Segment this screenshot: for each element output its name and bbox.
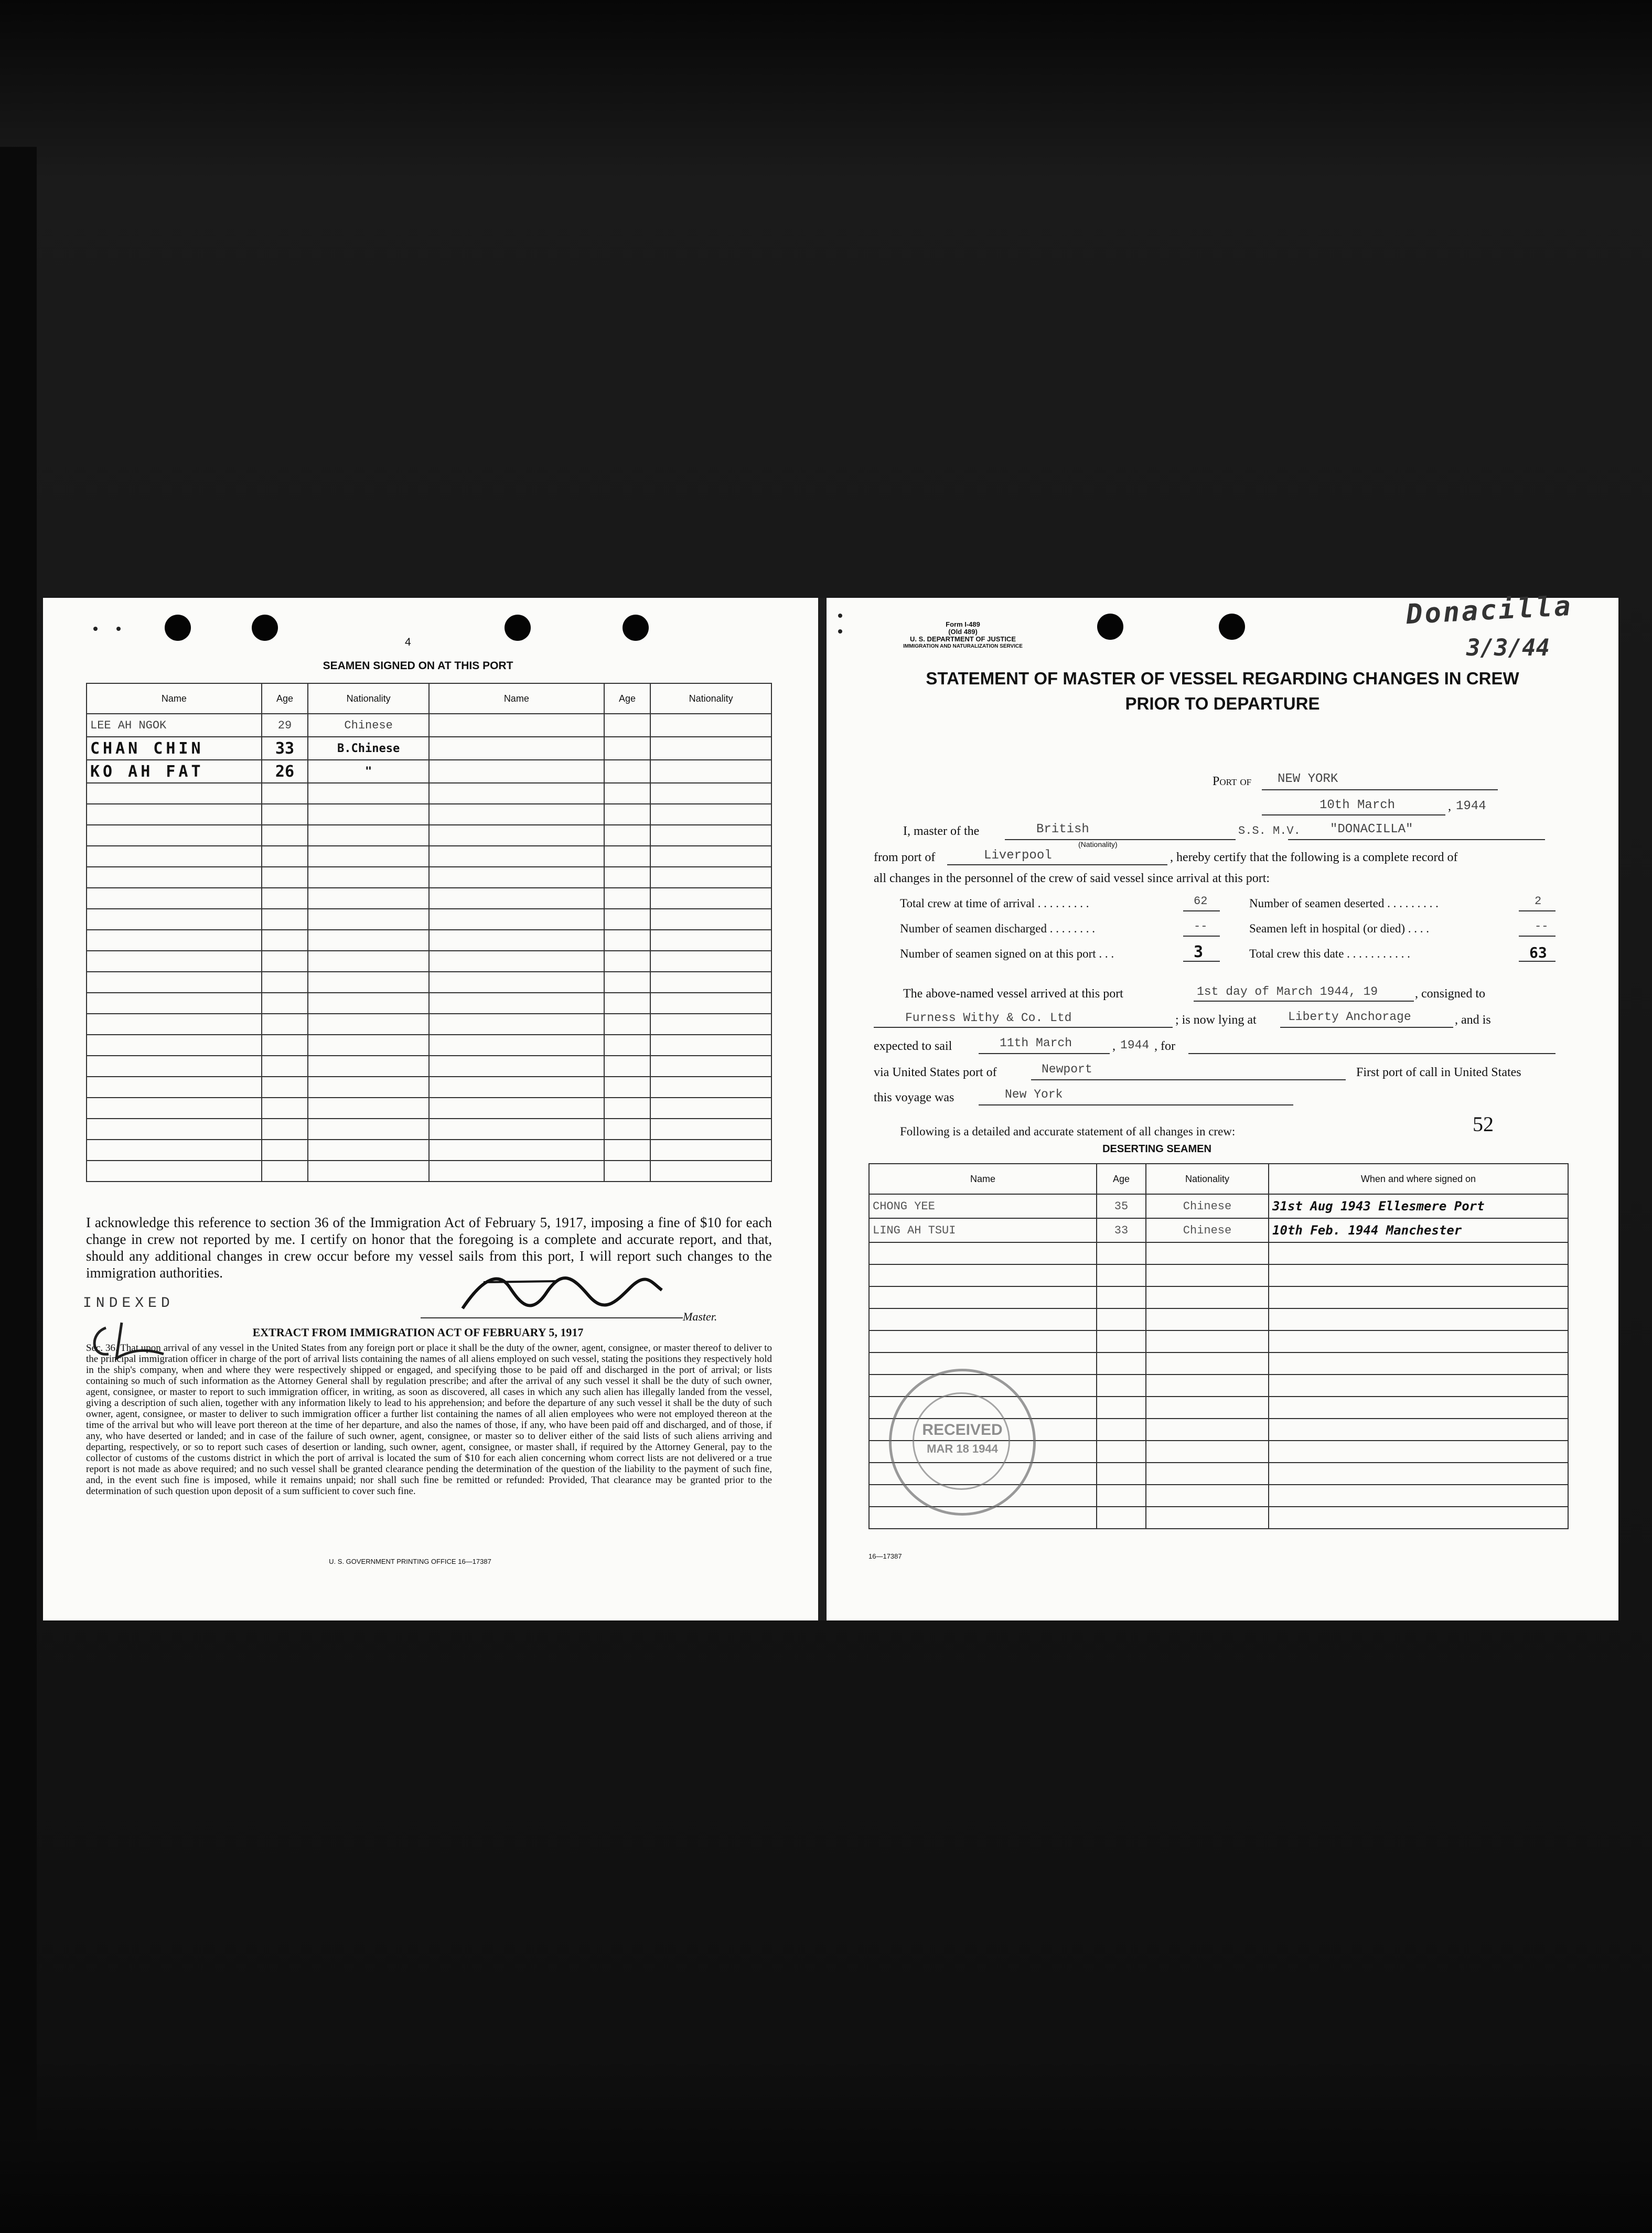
- via-value: Newport: [1042, 1062, 1092, 1076]
- via-label: via United States port of: [874, 1066, 997, 1079]
- punch-hole: [165, 615, 191, 641]
- vessel-type: S.S. M.V.: [1238, 824, 1301, 838]
- for-label: , for: [1154, 1039, 1175, 1053]
- arrived-value: 1st day of March 1944, 19: [1197, 985, 1378, 999]
- col-header-name: Name: [869, 1164, 1097, 1194]
- col-header-age: Age: [604, 683, 651, 714]
- nationality-caption: (Nationality): [1078, 840, 1118, 849]
- received-stamp-date: MAR 18 1944: [927, 1442, 998, 1455]
- deserter-signed-on: 10th Feb. 1944 Manchester: [1269, 1218, 1568, 1242]
- punch-hole: [505, 615, 531, 641]
- and-is-text: , and is: [1455, 1013, 1491, 1027]
- date-value: 10th March: [1320, 798, 1396, 812]
- form-number: Form I-489: [946, 620, 980, 628]
- col-header-age: Age: [262, 683, 308, 714]
- total-arrival-label: Total crew at time of arrival . . . . . . . . .: [900, 897, 1089, 910]
- consigned-label: , consigned to: [1415, 987, 1485, 1001]
- handwritten-date: 3/3/44: [1466, 635, 1550, 661]
- section-title: SEAMEN SIGNED ON AT THIS PORT: [323, 660, 513, 672]
- table-row: [869, 1194, 1568, 1218]
- discharged-value: --: [1194, 920, 1208, 933]
- acknowledgement-text: I acknowledge this reference to section 36 of the Immigration Act of February 5, 1917, imposing a fine of $10 for each change in crew not reported by me. I certify on honor that the foregoing is a complete and accurate report, and that, should any additional changes in crew occur before my vessel sails from this port, I will report such changes to the immigration authorities.: [86, 1215, 772, 1281]
- voyage-value: New York: [1005, 1088, 1063, 1101]
- sail-year: 1944: [1120, 1038, 1150, 1052]
- from-port-label: from port of: [874, 851, 936, 864]
- deserted-label: Number of seamen deserted . . . . . . . . .: [1249, 897, 1439, 910]
- col-header-nationality: Nationality: [650, 683, 771, 714]
- discharged-label: Number of seamen discharged . . . . . . . .: [900, 922, 1095, 935]
- form-footer: 16—17387: [868, 1552, 902, 1560]
- crew-age: 26: [262, 760, 308, 783]
- certify-text: , hereby certify that the following is a complete record of: [1170, 851, 1458, 864]
- received-stamp-label: RECEIVED: [922, 1421, 1003, 1438]
- handwritten-vessel-note: Donacilla: [1405, 590, 1574, 631]
- deserting-title: DESERTING SEAMEN: [1102, 1143, 1211, 1155]
- total-date-value: 63: [1529, 944, 1547, 961]
- master-label: Master.: [683, 1310, 717, 1323]
- form-title: [837, 666, 1608, 716]
- deserter-signed-on: 31st Aug 1943 Ellesmere Port: [1269, 1194, 1568, 1218]
- title-line-1: STATEMENT OF MASTER OF VESSEL REGARDING CHANGES IN CREW: [926, 669, 1519, 688]
- signed-on-value: 3: [1194, 943, 1204, 961]
- voyage-label: this voyage was: [874, 1091, 954, 1104]
- film-edge: [0, 147, 37, 2140]
- table-row: [87, 737, 771, 760]
- deserted-value: 2: [1535, 895, 1542, 908]
- punch-hole: [1219, 614, 1245, 640]
- dot-mark: [93, 627, 98, 631]
- printer-footer: U. S. GOVERNMENT PRINTING OFFICE 16—17387: [329, 1558, 491, 1565]
- deserter-age: 33: [1097, 1218, 1146, 1242]
- master-signature: [452, 1266, 672, 1324]
- col-header-nationality: Nationality: [1146, 1164, 1269, 1194]
- department: U. S. DEPARTMENT OF JUSTICE: [910, 635, 1016, 643]
- right-page: Form I-489 (Old 489) U. S. DEPARTMENT OF JUSTICE IMMIGRATION AND NATURALIZATION SERVICE Donacilla 3/3/44 STATEMENT OF MASTER OF VESSEL REGARDING CHANGES IN CREW PRIOR TO DEPARTURE Port of NEW YORK 10th March , 1944 I, master of the British (Nationality) S.S. M.V. "DONACILLA" from port of Liverpool , hereby certify that the following is a complete record of all changes in the personnel of the crew of said vessel since arrival at this port: Total crew at time of arrival . . . . . . . . . 62 Number of seamen deserted . . . . . . . . . 2 Number of seamen discharged . . . . . . . . -- Seamen left in hospital (or died) . . . . -- Number of seamen signed on at this port . . . 3 Total crew this date . . . . . . . . . . . 63 The above-named vessel arrived at this port 1st day of March 1944, 19 , consigned to Furness Withy & Co. Ltd ; is now lying at Liberty Anchorage , and is expected to sail 11th March , 1944 , for via United States port of Newport First port of call in United States this voyage was New York Following is a detailed and accurate statement of all changes in crew: 52 DESERTING SEAMEN Name Age Nationality When and where signed on CHONG YEE 35 Chinese 31st Aug 1943 Ellesmere Port LING AH TSUI 33 Chinese 10th Feb. 1944 Manchester 16—17387: [827, 598, 1618, 1620]
- crew-name: KO AH FAT: [87, 760, 262, 783]
- total-arrival-value: 62: [1194, 895, 1208, 908]
- certify-text-2: all changes in the personnel of the crew of said vessel since arrival at this port:: [874, 872, 1270, 885]
- indexed-stamp: INDEXED: [83, 1295, 174, 1312]
- form-old-number: (Old 489): [948, 628, 978, 636]
- punch-hole: [623, 615, 649, 641]
- table-row: [87, 760, 771, 783]
- service: IMMIGRATION AND NATURALIZATION SERVICE: [903, 643, 1023, 649]
- total-date-label: Total crew this date . . . . . . . . . . .: [1249, 947, 1410, 960]
- punch-hole: [252, 615, 278, 641]
- following-label: Following is a detailed and accurate statement of all changes in crew:: [900, 1125, 1236, 1138]
- form-header: [879, 621, 1047, 650]
- lying-value: Liberty Anchorage: [1288, 1010, 1411, 1024]
- dot-mark: [838, 614, 842, 618]
- vessel-name: "DONACILLA": [1330, 822, 1413, 836]
- col-header-signed-on: When and where signed on: [1269, 1164, 1568, 1194]
- table-row: [87, 714, 771, 737]
- col-header-age: Age: [1097, 1164, 1146, 1194]
- left-page: [43, 598, 819, 1620]
- deserter-age: 35: [1097, 1194, 1146, 1218]
- crew-name: LEE AH NGOK: [87, 714, 262, 737]
- deserter-nationality: Chinese: [1146, 1194, 1269, 1218]
- nationality-value: British: [1036, 822, 1089, 836]
- extract-text: Sec. 36. That upon arrival of any vessel in the United States from any foreign port or place it shall be the duty of the owner, agent, consignee, or master thereof to deliver to the principal immigration officer in charge of the port of arrival lists containing the names of all aliens employed on such vessel, stating the positions they respectively hold in the ship's company, when and where they were respectively shipped or engaged, and specifying those to be paid off and discharged in the port of arrival; or lists containing so much of such information as the Attorney General shall by regulation prescribe; and after the arrival of any such vessel it shall be the duty of such owner, agent, consignee, or master to report to such immigration officer, in writing, as soon as discovered, all cases in which any such alien has illegally landed from the vessel, giving a description of such alien, together with any information likely to lead to his apprehension; and before the departure of any such vessel it shall be the duty of such owner, agent, consignee, or master to deliver to such immigration officer a further list containing the names of all alien employees who were not employed thereon at the time of the arrival but who will leave port thereon at the time of her departure, and also the names of those, if any, who have been paid off and discharged, and of those, if any, who have deserted or landed; and in case of the failure of such owner, agent, consignee, or master so to deliver either of the said lists of such aliens arriving and departing, respectively, or so to report such cases of desertion or landing, such owner, agent, consignee, or master shall, if required by the Attorney General, pay to the collector of customs of the customs district in which the port of arrival is located the sum of $10 for each alien concerning whom correct lists are not delivered or a true report is not made as above required; and no such vessel shall be granted clearance pending the determination of the question of the liability to the payment of such fine, and, in the event such fine is imposed, while it remains unpaid; nor shall such fine be remitted or refunded: Provided, That clearance may be granted prior to the determination of such question upon deposit of a sum sufficient to cover such fine.: [86, 1343, 772, 1497]
- deserter-name: LING AH TSUI: [869, 1218, 1097, 1242]
- page-count: 52: [1473, 1112, 1494, 1136]
- dot-mark: [838, 629, 842, 634]
- col-header-name: Name: [429, 683, 604, 714]
- col-header-nationality: Nationality: [308, 683, 429, 714]
- crew-age: 33: [262, 737, 308, 760]
- punch-hole: [1097, 614, 1123, 640]
- port-value: NEW YORK: [1278, 772, 1338, 786]
- from-port-value: Liverpool: [984, 849, 1052, 863]
- crew-nationality: B.Chinese: [308, 737, 429, 760]
- deserter-name: CHONG YEE: [869, 1194, 1097, 1218]
- master-of-label: I, master of the: [903, 824, 980, 838]
- arrived-label: The above-named vessel arrived at this port: [903, 987, 1123, 1001]
- lying-label: ; is now lying at: [1175, 1013, 1257, 1027]
- page-number: 4: [405, 636, 411, 648]
- extract-title: EXTRACT FROM IMMIGRATION ACT OF FEBRUARY 5, 1917: [252, 1326, 584, 1339]
- deserter-nationality: Chinese: [1146, 1218, 1269, 1242]
- col-header-name: Name: [87, 683, 262, 714]
- hospital-label: Seamen left in hospital (or died) . . . .: [1249, 922, 1430, 935]
- crew-nationality: ": [308, 760, 429, 783]
- crew-nationality: Chinese: [308, 714, 429, 737]
- crew-name: CHAN CHIN: [87, 737, 262, 760]
- table-row: [869, 1218, 1568, 1242]
- signed-on-label: Number of seamen signed on at this port . . .: [900, 947, 1114, 960]
- first-call-label: First port of call in United States: [1356, 1066, 1521, 1079]
- dot-mark: [116, 627, 121, 631]
- port-label: Port of: [1213, 775, 1252, 788]
- year-value: 1944: [1456, 799, 1486, 813]
- crew-age: 29: [262, 714, 308, 737]
- sail-label: expected to sail: [874, 1039, 952, 1053]
- signed-on-table: [86, 683, 772, 1182]
- sail-value: 11th March: [1000, 1036, 1072, 1050]
- received-stamp: [889, 1369, 1036, 1516]
- title-line-2: PRIOR TO DEPARTURE: [1125, 694, 1320, 713]
- hospital-value: --: [1535, 920, 1549, 933]
- consignee-value: Furness Withy & Co. Ltd: [905, 1011, 1072, 1025]
